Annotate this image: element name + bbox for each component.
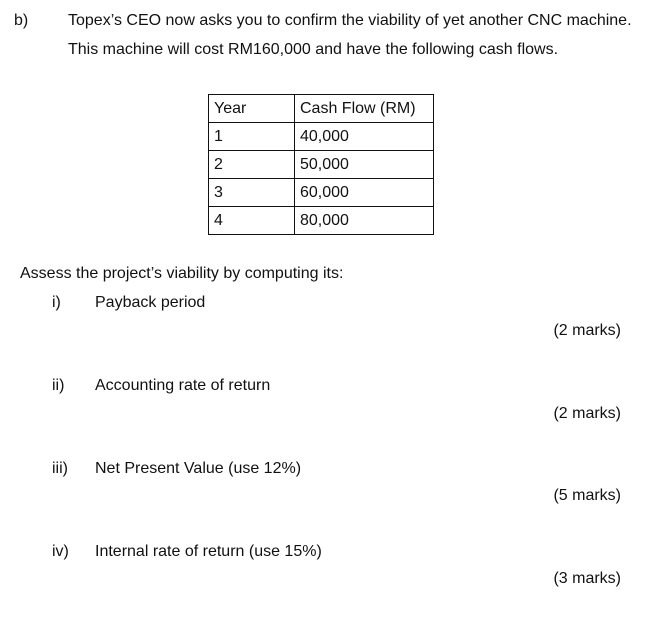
year-cell: 4 xyxy=(209,207,295,235)
table-row xyxy=(209,123,434,151)
cash-flow-cell: 50,000 xyxy=(295,151,434,179)
table-header-row xyxy=(209,95,434,123)
part-ii-text: Accounting rate of return xyxy=(95,377,271,394)
cash-flow-cell: 80,000 xyxy=(295,207,434,235)
question-label: b) xyxy=(14,12,29,29)
year-cell: 1 xyxy=(209,123,295,151)
table-row xyxy=(209,151,434,179)
part-i-number: i) xyxy=(52,294,61,311)
part-ii-marks: (2 marks) xyxy=(553,405,621,422)
cash-flow-table xyxy=(208,94,434,235)
cash-flow-cell: 40,000 xyxy=(295,123,434,151)
part-iii-text: Net Present Value (use 12%) xyxy=(95,460,302,477)
part-iv-text: Internal rate of return (use 15%) xyxy=(95,543,322,560)
table-row xyxy=(209,179,434,207)
cash-flow-cell: 60,000 xyxy=(295,179,434,207)
part-iv-marks: (3 marks) xyxy=(553,570,621,587)
header-year: Year xyxy=(209,95,295,123)
part-ii-number: ii) xyxy=(52,377,65,394)
part-iv-number: iv) xyxy=(52,543,69,560)
year-cell: 3 xyxy=(209,179,295,207)
year-cell: 2 xyxy=(209,151,295,179)
table-row xyxy=(209,207,434,235)
assess-instruction: Assess the project’s viability by computing its: xyxy=(20,265,344,282)
intro-line-2: This machine will cost RM160,000 and have the following cash flows. xyxy=(68,41,559,58)
part-i-text: Payback period xyxy=(95,294,206,311)
part-iii-number: iii) xyxy=(52,460,68,477)
header-cash-flow: Cash Flow (RM) xyxy=(295,95,434,123)
intro-line-1: Topex’s CEO now asks you to confirm the viability of yet another CNC machine. xyxy=(68,12,632,29)
part-i-marks: (2 marks) xyxy=(553,322,621,339)
part-iii-marks: (5 marks) xyxy=(553,487,621,504)
